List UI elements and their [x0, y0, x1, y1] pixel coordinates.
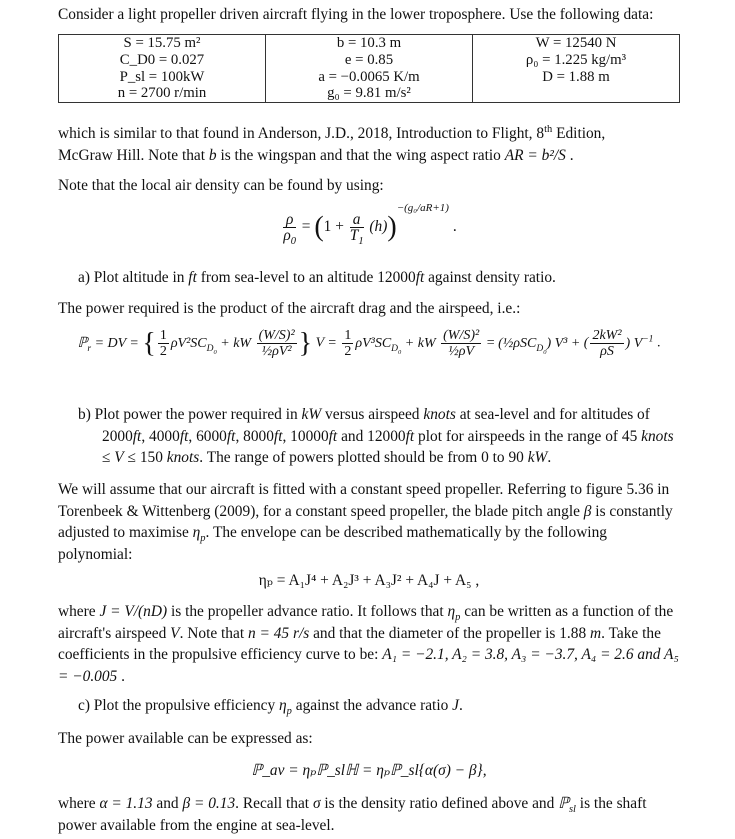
density-equation: $\frac{\rho}{\rho_0}$ = (1 + $\frac{a}{T_1}$ (h))$^{-(g_0/aR+1)}$ .	[283, 202, 457, 248]
power-available-intro: The power available can be expressed as:	[58, 730, 313, 747]
efficiency-polynomial: ηₚ = A₁J⁴ + A₂J³ + A₃J² + A₄J + A₅ ,	[258, 572, 480, 589]
data-rho0: ρ₀ = 1.225 kg/m³	[525, 51, 627, 68]
final-paragraph: where α = 1.13 and β = 0.13. Recall that σ is the density ratio defined above and ℙ$_{sl}$ is the shaft power available from the engine at sea-level.	[58, 795, 647, 834]
advance-ratio-paragraph: where J = V/(nD) is the propeller advance ratio. It follows that $\eta_p$ can be written as a function of the aircraft's airspeed V. Note that n = 45 r/s and that the diameter of the propeller is 1.88 m. Take the coefficients in the propulsive efficiency curve to be: A₁ = −2.1, A₂ = 3.8, A₃ = −3.7, A₄ = 2.6 and A₅ = −0.005 .	[58, 603, 679, 685]
data-a: a = −0.0065 K/m	[318, 68, 420, 85]
question-a: a) Plot altitude in ft from sea-level to an altitude 12000ft against density ratio.	[78, 269, 556, 286]
data-d: D = 1.88 m	[542, 68, 610, 85]
data-table	[58, 34, 680, 103]
question-b: b) Plot power the power required in kW versus airspeed knots at sea-level and for altitudes of 2000ft, 4000ft, 6000ft, 8000ft, 10000ft and 12000ft plot for airspeeds in the range of 45 knots ≤ V ≤ 150 knots. The range of powers plotted should be from 0 to 90 kW.	[78, 406, 674, 467]
power-required-equation: ℙ$_r$ = DV = { $\frac{1}{2}$ $\rho V^2SC_{D_0}$ + kW $\frac{\text{(W/S)²}}{\text{½ρV²}}$ } V = $\frac{1}{2}$ $\rho V^3SC_{D_0}$ + kW $\frac{\text{(W/S)²}}{\text{½ρV}}$ = (½ρSC$_{D_0}$) V³ + ( $\frac{\text{2kW²}}{\rho S}$ ) $V^{-1}$ .	[77, 328, 661, 359]
density-note: Note that the local air density can be found by using:	[58, 177, 384, 194]
data-e: e = 0.85	[344, 51, 394, 68]
data-n: n = 2700 r/min	[117, 85, 207, 102]
reference-paragraph: which is similar to that found in Anderson, J.D., 2018, Introduction to Flight, 8th Edition, McGraw Hill. Note that b is the wingspan and that the wing aspect ratio AR = b²/S .	[58, 123, 606, 164]
data-w: W = 12540 N	[535, 35, 617, 51]
power-available-equation: ℙ_av = ηₚℙ_slℍ = ηₚℙ_sl{α(σ) − β},	[251, 762, 487, 779]
data-psl: P_sl = 100kW	[119, 68, 205, 85]
propeller-paragraph: We will assume that our aircraft is fitted with a constant speed propeller. Referring to figure 5.36 in Torenbeek & Wittenberg (2009), for a constant speed propeller, the blade pitch angle β is constantly adjusted to maximise $\eta_p$. The envelope can be described mathematically by the following polynomial:	[58, 481, 673, 563]
data-b: b = 10.3 m	[336, 35, 402, 51]
data-s: S = 15.75 m²	[123, 35, 201, 51]
data-g0: g₀ = 9.81 m/s²	[327, 85, 411, 102]
intro-text: Consider a light propeller driven aircraft flying in the lower troposphere. Use the following data:	[58, 6, 654, 23]
data-cd0: C_D0 = 0.027	[119, 51, 205, 68]
data-col-1	[59, 35, 266, 103]
power-required-intro: The power required is the product of the aircraft drag and the airspeed, i.e.:	[58, 300, 521, 317]
data-col-2	[266, 35, 473, 103]
data-col-3	[473, 35, 680, 103]
question-c: c) Plot the propulsive efficiency $\eta_p$ against the advance ratio J.	[78, 697, 463, 718]
